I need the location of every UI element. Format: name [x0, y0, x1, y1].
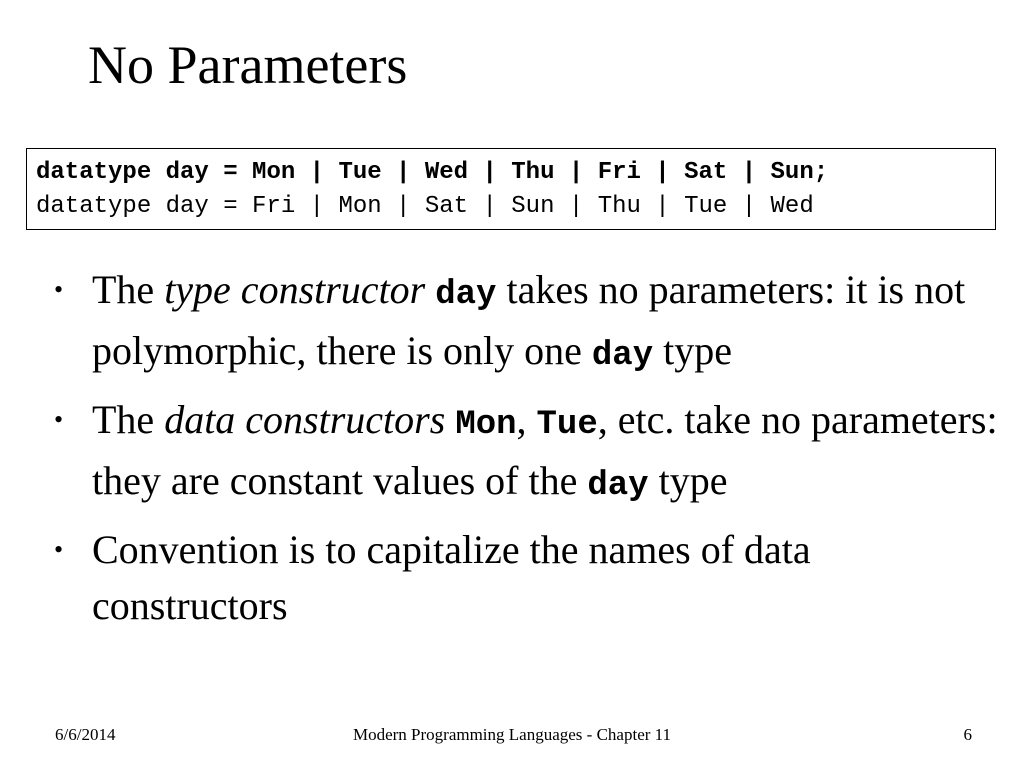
code-line-2: datatype day = Fri | Mon | Sat | Sun | Thu | Tue | Wed — [36, 193, 814, 220]
bullet-text: The — [92, 397, 165, 442]
bullet-text: , — [516, 397, 537, 442]
code-line-1: datatype day = Mon | Tue | Wed | Thu | Fri | Sat | Sun; — [36, 159, 829, 186]
emphasis-term: type constructor — [164, 267, 426, 312]
bullet-item — [54, 522, 1004, 634]
bullet-text: , etc. take no parameters: they are constant values of the — [92, 397, 998, 503]
bullet-text: Convention is to capitalize the names of data constructors — [92, 527, 811, 628]
bullet-item — [54, 392, 1004, 514]
footer-title: Modern Programming Languages - Chapter 11 — [352, 725, 672, 744]
space — [445, 397, 455, 442]
space — [425, 267, 435, 312]
inline-code: Tue — [536, 406, 598, 444]
bullet-marker: • — [54, 535, 64, 564]
slide-title: No Parameters — [88, 35, 408, 95]
bullet-marker: • — [54, 405, 64, 434]
bullet-text: type — [653, 328, 732, 373]
inline-code: day — [591, 337, 654, 375]
bullet-list — [54, 262, 1004, 642]
bullet-marker: • — [54, 275, 64, 304]
bullet-text: The — [92, 267, 165, 312]
bullet-text: type — [648, 458, 728, 503]
emphasis-term: data constructors — [164, 397, 446, 442]
inline-code: Mon — [455, 406, 517, 444]
bullet-text: takes no parameters: it is not polymorphic, there is only one — [92, 267, 966, 373]
inline-code: day — [435, 276, 497, 314]
bullet-item — [54, 262, 1004, 384]
inline-code: day — [587, 467, 649, 505]
page-number: 6 — [963, 725, 972, 744]
code-block — [26, 148, 996, 230]
footer-date: 6/6/2014 — [55, 725, 116, 744]
